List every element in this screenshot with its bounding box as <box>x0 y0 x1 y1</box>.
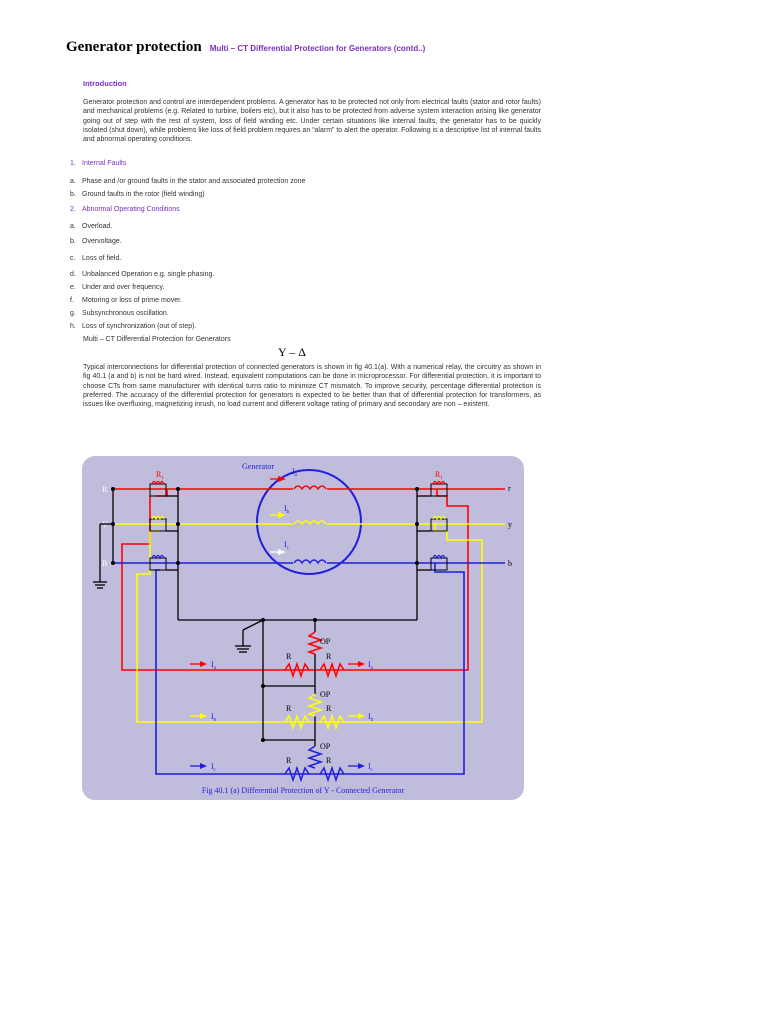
loop-current-c-right: $I_c$ <box>368 762 373 773</box>
figure-panel <box>81 455 525 801</box>
r-label-b-right: R <box>326 704 332 713</box>
list-marker: d. <box>70 271 76 278</box>
section-internal-faults <box>70 160 126 167</box>
loop-current-c-left: $I_c$ <box>211 762 216 773</box>
list-marker: a. <box>70 223 76 230</box>
list-item <box>70 223 112 230</box>
section-number: 1. <box>70 160 76 167</box>
right-ct-label: $R_1$ <box>435 470 443 481</box>
differential-paragraph: Typical interconnections for differential protection of connected generators is shown in fig 40.1(a). With a numerical relay, the circuitry as shown in fig 40.1 (a and b) is not be hard wired. Instead, equivalent computations can be done in microprocessor. For differential protection, it is important to choose CTs from same manufacturer with identical turns ratio to minimize CT mismatch. To improve security, percentage differential protection is preferred. The accuracy of the differential protection for generators is expected to be better than that of differential protection for transformers, as issues like overfluxing, magnetizing inrush, no load current and different voltage rating of primary and secondary are non – existent. <box>83 364 541 409</box>
list-item <box>70 310 169 317</box>
r-label-a-right: R <box>326 652 332 661</box>
list-marker: e. <box>70 284 76 291</box>
winding-current-b: $I_b$ <box>284 504 290 515</box>
list-item <box>70 178 305 185</box>
right-label-y: y <box>508 520 512 529</box>
page-title-line <box>66 36 425 56</box>
list-marker: f. <box>70 297 74 304</box>
list-text: Loss of synchronization (out of step). <box>82 323 197 330</box>
left-label-b: B <box>102 559 108 568</box>
right-label-b: b <box>508 559 512 568</box>
list-text: Under and over frequency. <box>82 284 165 291</box>
list-item <box>70 238 122 245</box>
loop-current-a-left: $I_a$ <box>211 660 216 671</box>
r-label-b-left: R <box>286 704 292 713</box>
r-label-c-right: R <box>326 756 332 765</box>
list-marker: b. <box>70 191 76 198</box>
list-item <box>70 323 196 330</box>
page-subtitle: Multi – CT Differential Protection for Generators (contd..) <box>209 44 426 53</box>
list-marker: g. <box>70 310 76 317</box>
figure-caption: Fig 40.1 (a) Differential Protection of Y - Connected Generator <box>201 786 405 795</box>
section-number: 2. <box>70 206 76 213</box>
list-marker: b. <box>70 238 76 245</box>
right-label-r: r <box>508 484 511 493</box>
intro-paragraph: Generator protection and control are interdependent problems. A generator has to be protected not only from electrical faults (stator and rotor faults) and mechanical problems (e.g. Related to turbine, boilers etc), but it also has to be protected from adverse system interaction arising like generator going out of step with the rest of system, loss of field winding etc. Under certain situations like internal faults, the generator has to be quickly isolated (shut down), while problems like loss of field problem requires an “alarm” to alert the operator. Following is a descriptive list of internal faults and abnormal operating conditions. <box>83 99 541 144</box>
list-text: Motoring or loss of prime mover. <box>82 297 182 304</box>
list-text: Loss of field. <box>82 255 122 262</box>
y-delta-formula: Y – Δ <box>278 345 306 359</box>
page-title: Generator protection <box>66 39 202 55</box>
winding-current-a: $I_a$ <box>292 467 297 478</box>
list-item <box>70 255 121 262</box>
left-label-y: Y <box>102 520 108 529</box>
intro-heading: Introduction <box>83 79 127 88</box>
left-label-r: R <box>102 485 108 494</box>
differential-protection-figure <box>80 454 526 804</box>
list-marker: a. <box>70 178 76 185</box>
list-item <box>70 284 164 291</box>
generator-label: Generator <box>242 462 274 471</box>
list-text: Phase and /or ground faults in the stator and associated protection zone <box>82 178 306 185</box>
list-text: Overvoltage. <box>82 238 122 245</box>
loop-current-b-left: $I_b$ <box>211 712 217 723</box>
list-text: Unbalanced Operation e.g. single phasing. <box>82 271 215 278</box>
differential-subheading: Multi – CT Differential Protection for Generators <box>83 336 231 343</box>
left-ct-label: $R_1$ <box>156 470 164 481</box>
section-label: Internal Faults <box>82 160 127 167</box>
loop-current-b-right: $I_b$ <box>368 712 374 723</box>
loop-current-a-right: $I_a$ <box>368 660 373 671</box>
list-text: Ground faults in the rotor (field winding) <box>82 191 205 198</box>
list-marker: c. <box>70 255 76 262</box>
r-label-c-left: R <box>286 756 292 765</box>
list-text: Subsynchronous oscillation. <box>82 310 169 317</box>
winding-current-c: $I_c$ <box>284 540 289 551</box>
section-abnormal-conditions <box>70 206 180 213</box>
list-text: Overload. <box>82 223 113 230</box>
list-marker: h. <box>70 323 76 330</box>
list-item <box>70 297 182 304</box>
r-label-a-left: R <box>286 652 292 661</box>
op-label-c: OP <box>320 742 331 751</box>
section-label: Abnormal Operating Conditions <box>82 206 180 213</box>
list-item <box>70 271 214 278</box>
op-label-a: OP <box>320 637 331 646</box>
list-item <box>70 191 205 198</box>
op-label-b: OP <box>320 690 331 699</box>
